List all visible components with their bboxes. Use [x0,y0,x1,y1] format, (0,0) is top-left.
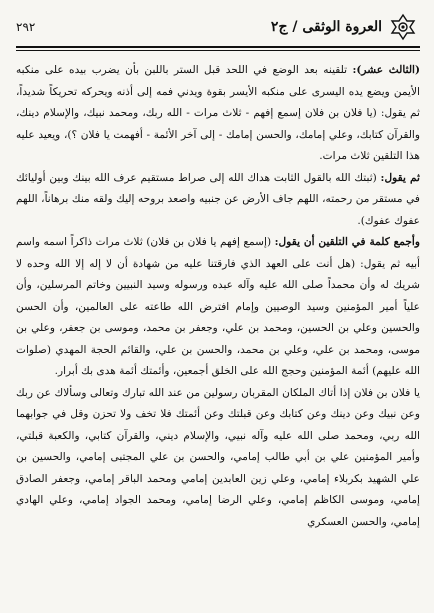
paragraph-text: (إسمع إفهم يا فلان بن فلان) ثلاث مرات ذاكراً اسمه واسم أبيه ثم يقول: (هل أنت على العهد الذي فارقتنا عليه من شهادة أن لا إله إلا الله وحده لا شريك له وأن محمداً صلى الله عليه وآله عبده ورسوله وسيد النبيين وخاتم المرسلين، وأن علياً أمير المؤمنين وسيد الوصيين وإمام افترض الله طاعته على العالمين، وأن الحسن والحسين وعلي بن الحسين، ومحمد بن علي، وجعفر بن محمد، وموسى بن جعفر، وعلي بن موسى، ومحمد بن علي، وعلي بن محمد، والحسن بن علي، والقائم الحجة المهدي (صلوات الله عليهم) أئمة المؤمنين وحجج الله على الخلق أجمعين، وأئمتك أئمة هدى بك أبرار. [16,236,420,377]
paragraph-text: يا فلان بن فلان إذا أتاك الملكان المقربان رسولين من عند الله تبارك وتعالى وسألاك عن ربك وعن نبيك وعن دينك وعن كتابك وعن قبلتك وعن أئمتك فلا تخف ولا تحزن وقل في جوابهما الله ربي، ومحمد صلى الله عليه وآله نبيي، والإسلام ديني، والقرآن كتابي، والكعبة قبلتي، وأمير المؤمنين علي بن أبي طالب إمامي، والحسن بن علي المجتبى إمامي، والحسين بن علي الشهيد بكربلاء إمامي، وعلي زين العابدين إمامي ومحمد الباقر إمامي، وجعفر الصادق إمامي، وموسى الكاظم إمامي، وعلي الرضا إمامي، ومحمد الجواد إمامي، وعلي الهادي إمامي، والحسن العسكري [16,386,420,528]
paragraph-lead: ثم يقول: [380,171,420,184]
page-number: ٢٩٢ [16,20,36,34]
paragraph-lead: وأجمع كلمة في التلقين أن يقول: [274,236,420,248]
header-brand [271,12,420,42]
running-title: العروة الوثقى / ج٢ [270,19,382,35]
ornament-icon [386,12,420,42]
paragraph [16,383,420,534]
paragraph-lead: (الثالث عشر): [352,64,420,76]
paragraph [16,60,420,168]
paragraph-text: تلقينه بعد الوضع في اللحد قبل الستر باللبن بأن يضرب بيده على منكبه الأيمن ويضع يده اليسرى على منكبه الأيسر بقوة ويدني فمه إلى أذنه ويحركه تحريكاً شديداً، ثم يقول: (يا فلان بن فلان إسمع إفهم - ثلاث مرات - الله ربك، ومحمد نبيك، والإسلام دينك، والقرآن كتابك، وعلي إمامك، والحسن إمامك - إلى آخر الأئمة - أفهمت يا فلان ؟)، ويعيد عليه هذا التلقين ثلاث مرات. [16,64,420,162]
paragraph-text: (ثبتك الله بالقول الثابت هداك الله إلى صراط مستقيم عرف الله بينك وبين أوليائك في مستقر من رحمته، اللهم جاف الأرض عن جنبيه واصعد بروحه إليك ولقه منك برهاناً، اللهم عفوك عفوك). [16,171,420,227]
paragraph [16,168,420,233]
page-header [16,8,420,48]
paragraph [16,232,420,383]
page-body [16,60,420,533]
